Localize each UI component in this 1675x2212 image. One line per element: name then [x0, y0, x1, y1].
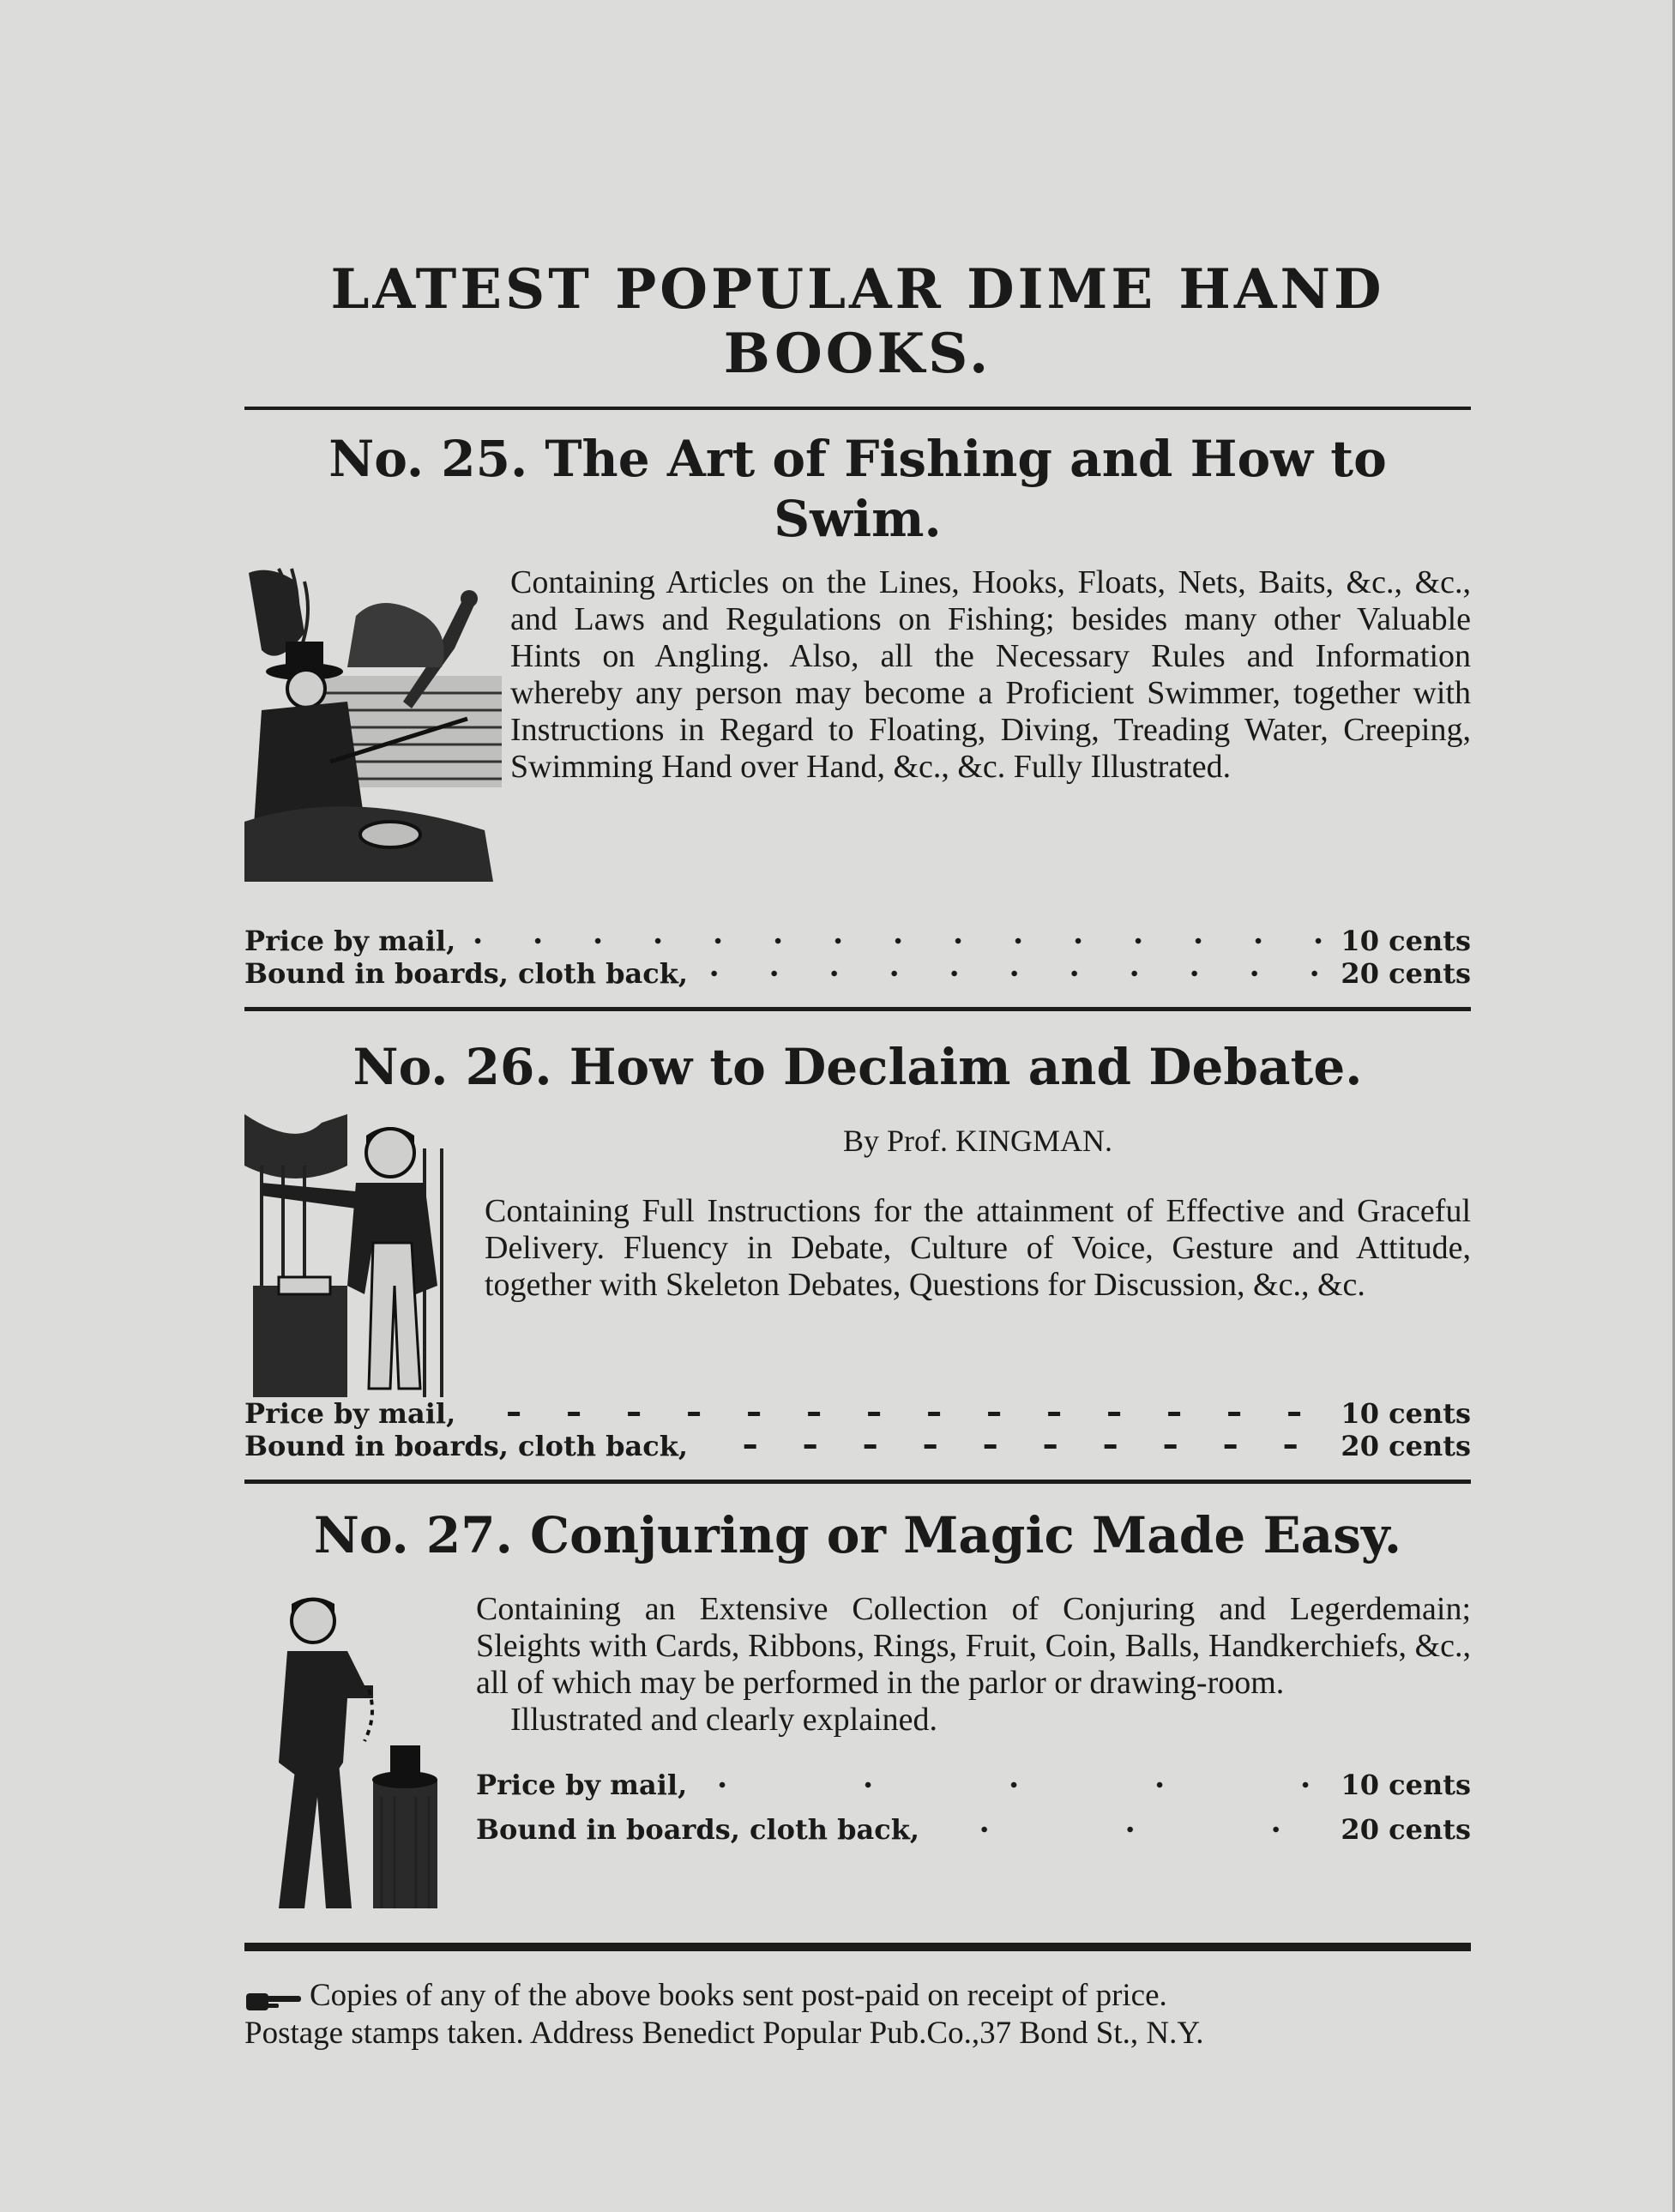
price-label: Price by mail,: [244, 1397, 456, 1430]
divider: [244, 407, 1471, 410]
divider: [244, 1943, 1471, 1951]
book-title: No. 27. Conjuring or Magic Made Easy.: [313, 1506, 1402, 1564]
book-26: [244, 1037, 1471, 1462]
dash-leader: [469, 1410, 1327, 1417]
footer-line: [244, 1977, 1471, 2015]
dot-leader: [469, 937, 1327, 944]
divider: [244, 1007, 1471, 1011]
content: [244, 257, 1471, 2052]
orator-illustration: [244, 1114, 459, 1397]
dot-leader: [702, 970, 1327, 977]
footer-address: Postage stamps taken. Address Benedict Popular Pub.Co.,37 Bond St., N.Y.: [244, 2016, 1204, 2051]
book-title: No. 25. The Art of Fishing and How to Swim.: [328, 430, 1387, 548]
book-title: No. 26. How to Declaim and Debate.: [352, 1038, 1363, 1096]
book-byline: By Prof. KINGMAN.: [843, 1124, 1112, 1158]
price-label: Bound in boards, cloth back,: [244, 957, 689, 990]
price-list: [244, 925, 1471, 990]
book-25: [244, 429, 1471, 990]
price-row: [244, 1430, 1471, 1462]
dash-leader: [702, 1443, 1327, 1450]
price-row: [476, 1769, 1471, 1801]
price-value: 20 cents: [1341, 957, 1471, 990]
price-value: 20 cents: [1341, 1813, 1471, 1846]
price-list: [476, 1769, 1471, 1846]
dot-leader: [933, 1826, 1327, 1833]
pointing-hand-icon: [244, 1986, 304, 2011]
price-value: 10 cents: [1341, 1397, 1471, 1430]
book-note: Illustrated and clearly explained.: [510, 1702, 938, 1738]
price-list: [244, 1397, 1471, 1462]
price-label: Price by mail,: [476, 1769, 688, 1801]
price-row: [476, 1813, 1471, 1846]
price-value: 20 cents: [1341, 1430, 1471, 1462]
price-value: 10 cents: [1341, 925, 1471, 957]
magician-illustration: [244, 1591, 450, 1917]
book-description: Containing Full Instructions for the attainment of Effective and Graceful Delivery. Fluency in Debate, Culture of Voice, Gesture and Attitude, together with Skeleton Debates, Questions for Discussion, &c., &c.: [485, 1193, 1471, 1303]
price-value: 10 cents: [1341, 1769, 1471, 1801]
price-label: Bound in boards, cloth back,: [476, 1813, 920, 1846]
page-title: LATEST POPULAR DIME HAND BOOKS.: [330, 257, 1385, 386]
book-description: Containing Articles on the Lines, Hooks, Floats, Nets, Baits, &c., &c., and Laws and Regulations on Fishing; besides many other Valuable Hints on Angling. Also, all the Necessary Rules and Information whereby any person may become a Proficient Swimmer, together with Instructions in Regard to Floating, Diving, Treading Water, Creeping, Swimming Hand over Hand, &c., &c. Fully Illustrated.: [510, 564, 1471, 785]
price-label: Bound in boards, cloth back,: [244, 1430, 689, 1462]
footer-text: Copies of any of the above books sent post-paid on receipt of price.: [310, 1978, 1167, 2013]
divider: [244, 1480, 1471, 1484]
fisherman-and-diver-illustration: [244, 564, 502, 882]
dot-leader: [701, 1781, 1327, 1788]
footer: [244, 1977, 1471, 2052]
price-row: [244, 925, 1471, 957]
price-label: Price by mail,: [244, 925, 456, 957]
price-row: [244, 957, 1471, 990]
price-row: [244, 1397, 1471, 1430]
book-description: Containing an Extensive Collection of Conjuring and Legerdemain; Sleights with Cards, Ribbons, Rings, Fruit, Coin, Balls, Handkerchiefs, &c., all of which may be performed in the parlor or drawing-room.: [476, 1591, 1471, 1701]
book-27: [244, 1505, 1471, 1917]
